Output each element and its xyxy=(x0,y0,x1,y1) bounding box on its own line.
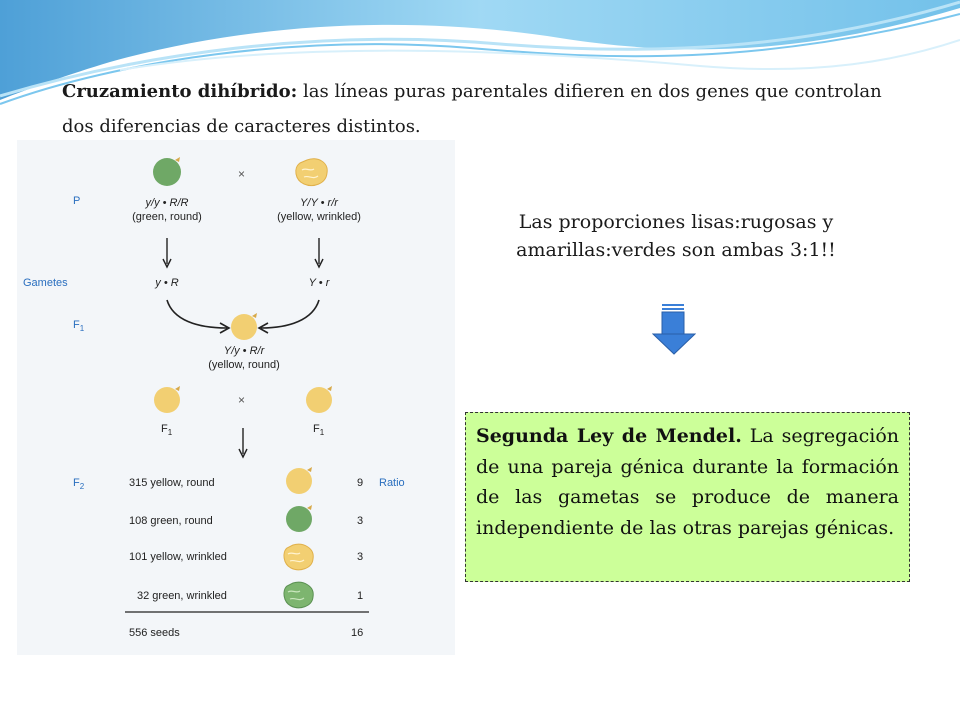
law-title: Segunda Ley de Mendel. xyxy=(476,425,742,447)
f1-yellow-round-seed-icon xyxy=(231,313,257,340)
f1-right-label: $F_1$ xyxy=(313,423,325,437)
curved-arrow-left xyxy=(167,300,229,333)
law-text: La segregación de una pareja génica durante la formación de las gametas se produce de manera independiente de las otras parejas génicas. xyxy=(476,425,899,539)
f1-genotype: Y/y • R/r xyxy=(223,345,265,357)
f2-green-round-seed-icon xyxy=(286,505,312,532)
parent-right-genotype: Y/Y • r/r xyxy=(300,197,338,209)
f2-yellow-wrinkled-seed-icon xyxy=(284,544,313,569)
parent-left-genotype: y/y • R/R xyxy=(145,197,189,209)
arrow-down-right xyxy=(315,238,323,267)
parent-left-phenotype: (green, round) xyxy=(132,211,202,223)
f1-left-seed-icon xyxy=(154,386,180,413)
f2-row-ratio: 1 xyxy=(357,590,364,602)
f2-green-wrinkled-seed-icon xyxy=(284,582,313,607)
arrow-down-f2 xyxy=(239,428,247,457)
label-f1: $F_1$ xyxy=(73,319,85,333)
curved-arrow-right xyxy=(259,300,319,333)
f2-row-text: 108 green, round xyxy=(129,515,213,527)
f2-row-ratio: 9 xyxy=(357,477,364,489)
mendel-second-law-box xyxy=(465,412,910,582)
f2-row-ratio: 3 xyxy=(357,515,364,527)
label-ratio: Ratio xyxy=(379,477,405,489)
title-rest: las líneas puras parentales difieren en dos genes que controlan dos diferencias de caracteres distintos. xyxy=(62,81,882,137)
slide-title xyxy=(62,74,882,144)
parent-right-phenotype: (yellow, wrinkled) xyxy=(277,211,361,223)
f1-right-seed-icon xyxy=(306,386,332,413)
ratio-statement: Las proporciones lisas:rugosas y amarillas:verdes son ambas 3:1!! xyxy=(516,211,836,261)
f2-yellow-round-seed-icon xyxy=(286,467,312,494)
label-p: P xyxy=(73,195,81,207)
dihybrid-cross-figure xyxy=(17,140,455,655)
label-gametes: Gametes xyxy=(23,277,68,289)
yellow-wrinkled-seed-icon xyxy=(296,159,327,186)
cross-symbol-top: × xyxy=(238,167,246,181)
cross-symbol-f1: × xyxy=(238,393,246,407)
green-round-seed-icon xyxy=(153,157,181,186)
total-seeds: 556 seeds xyxy=(129,627,180,639)
f2-row-text: 32 green, wrinkled xyxy=(137,590,227,602)
arrow-down-left xyxy=(163,238,171,267)
total-ratio: 16 xyxy=(351,627,364,639)
gamete-right: Y • r xyxy=(308,277,330,289)
f2-row-ratio: 3 xyxy=(357,551,364,563)
label-f2: $F_2$ xyxy=(73,477,85,491)
f2-row-text: 101 yellow, wrinkled xyxy=(129,551,227,563)
f2-row-text: 315 yellow, round xyxy=(129,477,215,489)
gamete-left: y • R xyxy=(155,277,179,289)
f1-left-label: $F_1$ xyxy=(161,423,173,437)
title-bold: Cruzamiento dihíbrido: xyxy=(62,81,298,102)
f1-phenotype: (yellow, round) xyxy=(208,359,280,371)
down-arrow-icon xyxy=(652,304,696,356)
